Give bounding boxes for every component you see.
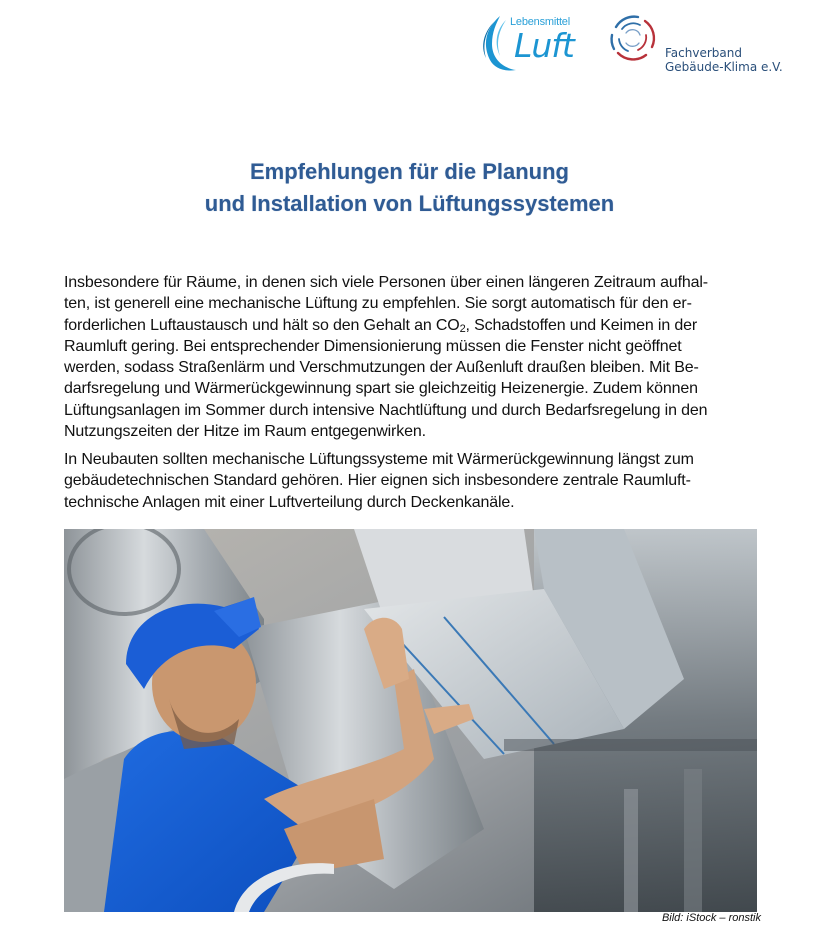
ventilation-installation-image	[64, 529, 757, 912]
fachverband-name-line2: Gebäude-Klima e.V.	[665, 60, 783, 74]
text-line: darfsregelung und Wärmerückgewinnung spart sie gleichzeitig Heizenergie. Zudem können	[64, 380, 698, 398]
photo-credit: Bild: iStock – ronstik	[661, 912, 761, 924]
text-line: gebäudetechnischen Standard gehören. Hier eignen sich insbesondere zentrale Raumluft-	[64, 472, 691, 490]
text-line: ten, ist generell eine mechanische Lüftung zu empfehlen. Sie sorgt automatisch für den er-	[64, 295, 692, 313]
fachverband-logo	[608, 13, 808, 73]
logo-small-text: Lebensmittel	[510, 16, 570, 28]
paragraph-neubauten	[64, 449, 764, 513]
fachverband-name-line1: Fachverband	[665, 46, 742, 60]
text-line: Insbesondere für Räume, in denen sich viele Personen über einen längeren Zeitraum aufhal-	[64, 274, 708, 291]
text-line: werden, sodass Straßenlärm und Verschmutzungen der Außenluft draußen bleiben. Mit Be-	[64, 359, 699, 377]
text-line: technische Anlagen mit einer Luftverteilung durch Deckenkanäle.	[64, 493, 515, 511]
text-segment: , Schadstoffen und Keimen in der	[465, 316, 698, 334]
text-line: Lüftungsanlagen im Sommer durch intensive Nachtlüftung und durch Bedarfsregelung in den	[64, 401, 708, 419]
title-line-1: Empfehlungen für die Planung	[250, 159, 569, 184]
text-line-co2	[64, 315, 764, 336]
technician-photo	[64, 529, 757, 912]
text-segment: forderlichen Luftaustausch und hält so den Gehalt an CO	[64, 316, 460, 334]
paragraph-intro	[64, 272, 764, 442]
text-line: Nutzungszeiten der Hitze im Raum entgegenwirken.	[64, 423, 426, 441]
page-title	[0, 156, 819, 220]
text-line: In Neubauten sollten mechanische Lüftungssysteme mit Wärmerückgewinnung längst zum	[64, 451, 694, 468]
title-line-2: und Installation von Lüftungssystemen	[204, 191, 615, 216]
logo-big-text: Luft	[514, 26, 574, 65]
co2-subscript: 2	[459, 322, 466, 335]
circular-arcs-icon	[608, 13, 658, 63]
lebensmittel-luft-logo	[478, 14, 574, 74]
text-line: Raumluft gering. Bei entsprechender Dimensionierung müssen die Fenster nicht geöffnet	[64, 337, 682, 355]
